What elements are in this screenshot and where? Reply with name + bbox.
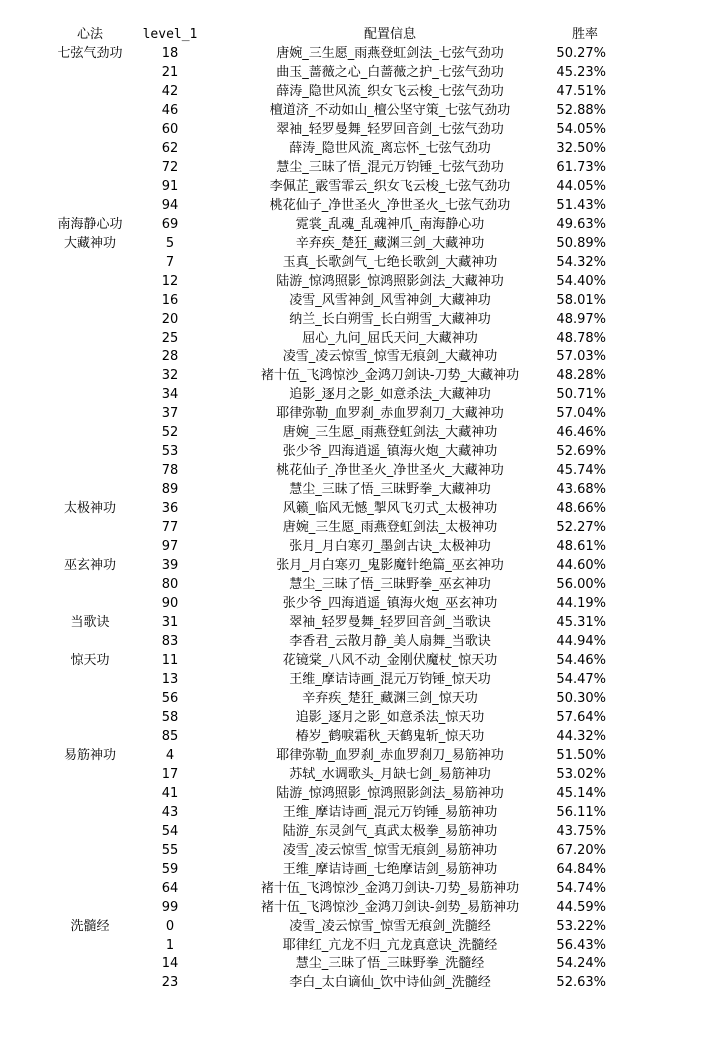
header-level: level_1: [142, 27, 198, 42]
win-rate-cell: 54.46%: [556, 652, 606, 668]
win-rate-cell: 50.89%: [556, 235, 606, 251]
table-row: [0, 197, 713, 216]
table-row: [0, 747, 713, 766]
level-cell: 21: [161, 64, 179, 80]
config-cell: 张少爷_四海逍遥_镇海火炮_巫玄神功: [282, 596, 498, 612]
table-row: [0, 140, 713, 159]
win-rate-cell: 54.40%: [556, 273, 606, 289]
win-rate-cell: 52.27%: [556, 520, 606, 536]
win-rate-cell: 44.94%: [556, 634, 606, 649]
table-row: [0, 690, 713, 709]
table-row: [0, 576, 713, 595]
config-cell: 慧尘_三昧了悟_三昧野拳_巫玄神功: [289, 577, 491, 593]
config-cell: 曲玉_蔷薇之心_白蔷薇之护_七弦气劲功: [276, 64, 504, 80]
level-cell: 89: [161, 482, 179, 498]
level-cell: 72: [161, 159, 179, 175]
win-rate-cell: 54.32%: [556, 254, 606, 270]
config-cell: 褚十伍_飞鸿惊沙_金鸿刀剑诀-刀势_易筋神功: [260, 880, 520, 896]
config-cell: 翠袖_轻罗曼舞_轻罗回音剑_当歌诀: [289, 615, 491, 631]
level-cell: 25: [161, 330, 179, 346]
level-cell: 94: [161, 197, 179, 213]
win-rate-cell: 56.00%: [556, 577, 606, 593]
config-cell: 追影_逐月之影_如意杀法_惊天功: [295, 709, 485, 725]
level-cell: 32: [161, 368, 179, 384]
win-rate-cell: 44.32%: [556, 728, 606, 744]
table-row: [0, 64, 713, 83]
win-rate-cell: 44.05%: [556, 178, 606, 194]
config-cell: 唐婉_三生愿_雨燕登虹剑法_大藏神功: [282, 425, 498, 441]
config-cell: 耶律弥勒_血罗刹_赤血罗刹刀_易筋神功: [276, 747, 504, 763]
win-rate-cell: 49.63%: [556, 216, 606, 232]
level-cell: 18: [161, 45, 179, 61]
level-cell: 1: [165, 937, 175, 953]
win-rate-cell: 48.78%: [556, 330, 606, 346]
level-cell: 20: [161, 311, 179, 327]
level-cell: 97: [161, 539, 179, 555]
header-rate: 胜率: [571, 27, 598, 42]
config-cell: 唐婉_三生愿_雨燕登虹剑法_七弦气劲功: [276, 45, 504, 61]
config-cell: 陆游_惊鸿照影_惊鸿照影剑法_易筋神功: [276, 785, 504, 801]
config-cell: 桃花仙子_净世圣火_净世圣火_七弦气劲功: [269, 197, 511, 213]
win-rate-cell: 48.97%: [556, 311, 606, 327]
table-row: [0, 880, 713, 899]
table-row: [0, 823, 713, 842]
table-row: [0, 899, 713, 918]
table-body: [0, 45, 713, 993]
level-cell: 99: [161, 899, 179, 915]
config-cell: 李白_太白谪仙_饮中诗仙剑_洗髓经: [289, 975, 491, 991]
config-cell: 耶律红_亢龙不归_亢龙真意诀_洗髓经: [282, 937, 498, 953]
config-cell: 纳兰_长白朔雪_长白朔雪_大藏神功: [289, 311, 491, 327]
level-cell: 58: [161, 709, 179, 725]
win-rate-cell: 57.04%: [556, 406, 606, 422]
level-cell: 12: [161, 273, 179, 289]
win-rate-cell: 56.11%: [556, 804, 606, 820]
config-cell: 陆游_东灵剑气_真武太极拳_易筋神功: [282, 823, 498, 839]
level-cell: 37: [161, 406, 179, 422]
level-cell: 56: [161, 690, 179, 706]
table-row: [0, 785, 713, 804]
table-row: [0, 728, 713, 747]
win-rate-cell: 44.60%: [556, 558, 606, 574]
level-cell: 55: [161, 842, 179, 858]
header-config: 配置信息: [363, 27, 416, 42]
config-cell: 李香君_云散月静_美人扇舞_当歌诀: [289, 634, 491, 649]
table-row: [0, 292, 713, 311]
table-row: [0, 386, 713, 405]
config-cell: 风籁_临风无憾_掣风飞刃式_太极神功: [282, 501, 498, 517]
table-row: [0, 159, 713, 178]
table-row: [0, 178, 713, 197]
win-rate-cell: 48.61%: [556, 539, 606, 555]
win-rate-cell: 43.75%: [556, 823, 606, 839]
config-cell: 慧尘_三昧了悟_三昧野拳_洗髓经: [295, 956, 485, 972]
table-row: [0, 121, 713, 140]
table-row: [0, 557, 713, 576]
table-row: [0, 216, 713, 235]
table-row: [0, 254, 713, 273]
config-cell: 张月_月白寒刃_鬼影魔针绝篇_巫玄神功: [276, 558, 504, 574]
table-row: [0, 311, 713, 330]
win-rate-cell: 50.27%: [556, 45, 606, 61]
level-cell: 17: [161, 766, 179, 782]
win-rate-cell: 53.02%: [556, 766, 606, 782]
win-rate-cell: 51.43%: [556, 197, 606, 213]
level-cell: 16: [161, 292, 179, 308]
table-row: [0, 235, 713, 254]
xinfa-cell: 南海静心功: [57, 216, 123, 232]
win-rate-cell: 50.71%: [556, 387, 606, 403]
config-cell: 王维_摩诘诗画_七绝摩诘剑_易筋神功: [282, 861, 498, 877]
level-cell: 36: [161, 501, 179, 517]
table-row: [0, 443, 713, 462]
table-row: [0, 861, 713, 880]
xinfa-cell: 七弦气劲功: [57, 45, 123, 61]
win-rate-cell: 58.01%: [556, 292, 606, 308]
table-row: [0, 804, 713, 823]
table-row: [0, 348, 713, 367]
table-row: [0, 424, 713, 443]
win-rate-cell: 45.14%: [556, 785, 606, 801]
level-cell: 69: [161, 216, 179, 232]
config-cell: 褚十伍_飞鸿惊沙_金鸿刀剑诀-剑势_易筋神功: [260, 899, 520, 915]
table-row: [0, 766, 713, 785]
level-cell: 91: [161, 178, 179, 194]
win-rate-cell: 51.50%: [556, 747, 606, 763]
xinfa-cell: 太极神功: [63, 501, 116, 517]
config-cell: 玉真_长歌剑气_七绝长歌剑_大藏神功: [282, 254, 498, 270]
win-rate-cell: 45.74%: [556, 463, 606, 479]
config-cell: 檀道济_不动如山_檀公坚守策_七弦气劲功: [269, 102, 511, 118]
config-cell: 花镜棠_八风不动_金刚伏魔杖_惊天功: [282, 652, 498, 668]
win-rate-cell: 44.59%: [556, 899, 606, 915]
config-cell: 唐婉_三生愿_雨燕登虹剑法_太极神功: [282, 520, 498, 536]
level-cell: 80: [161, 577, 179, 593]
table-row: [0, 330, 713, 349]
table-row: [0, 937, 713, 956]
xinfa-cell: 惊天功: [70, 652, 110, 668]
xinfa-cell: 巫玄神功: [63, 558, 116, 574]
win-rate-cell: 61.73%: [556, 159, 606, 175]
table-row: [0, 83, 713, 102]
win-rate-cell: 48.28%: [556, 368, 606, 384]
table-row: [0, 462, 713, 481]
win-rate-cell: 52.69%: [556, 444, 606, 460]
config-cell: 陆游_惊鸿照影_惊鸿照影剑法_大藏神功: [276, 273, 504, 289]
config-cell: 椿岁_鹤唳霜秋_天鹤鬼斩_惊天功: [295, 728, 485, 744]
config-cell: 屈心_九问_屈氏天问_大藏神功: [302, 330, 478, 346]
level-cell: 83: [161, 634, 179, 649]
table-row: [0, 519, 713, 538]
win-rate-table: [0, 26, 713, 993]
level-cell: 5: [165, 235, 175, 251]
config-cell: 追影_逐月之影_如意杀法_大藏神功: [289, 387, 491, 403]
config-cell: 桃花仙子_净世圣火_净世圣火_大藏神功: [276, 463, 504, 479]
table-row: [0, 633, 713, 652]
table-row: [0, 709, 713, 728]
table-row: [0, 273, 713, 292]
win-rate-cell: 43.68%: [556, 482, 606, 498]
level-cell: 53: [161, 444, 179, 460]
config-cell: 张月_月白寒刃_墨剑古诀_太极神功: [289, 539, 491, 555]
level-cell: 34: [161, 387, 179, 403]
config-cell: 凌雪_风雪神剑_风雪神剑_大藏神功: [289, 292, 491, 308]
level-cell: 42: [161, 83, 179, 99]
win-rate-cell: 52.63%: [556, 975, 606, 991]
config-cell: 凌雪_凌云惊雪_惊雪无痕剑_大藏神功: [282, 349, 498, 365]
level-cell: 39: [161, 558, 179, 574]
config-cell: 凌雪_凌云惊雪_惊雪无痕剑_易筋神功: [282, 842, 498, 858]
level-cell: 90: [161, 596, 179, 612]
xinfa-cell: 易筋神功: [63, 747, 116, 763]
win-rate-cell: 45.31%: [556, 615, 606, 631]
xinfa-cell: 大藏神功: [63, 235, 116, 251]
win-rate-cell: 50.30%: [556, 690, 606, 706]
win-rate-cell: 45.23%: [556, 64, 606, 80]
level-cell: 46: [161, 102, 179, 118]
header-xinfa: 心法: [76, 27, 103, 42]
xinfa-cell: 当歌诀: [70, 615, 110, 631]
config-cell: 王维_摩诘诗画_混元万钧锤_惊天功: [289, 671, 491, 687]
level-cell: 85: [161, 728, 179, 744]
table-row: [0, 405, 713, 424]
level-cell: 0: [165, 918, 175, 934]
level-cell: 11: [161, 652, 179, 668]
level-cell: 43: [161, 804, 179, 820]
win-rate-cell: 52.88%: [556, 102, 606, 118]
config-cell: 王维_摩诘诗画_混元万钧锤_易筋神功: [282, 804, 498, 820]
config-cell: 耶律弥勒_血罗刹_赤血罗刹刀_大藏神功: [276, 406, 504, 422]
config-cell: 凌雪_凌云惊雪_惊雪无痕剑_洗髓经: [289, 918, 491, 934]
table-row: [0, 367, 713, 386]
table-row: [0, 500, 713, 519]
win-rate-cell: 47.51%: [556, 83, 606, 99]
config-cell: 薛涛_隐世风流_离忘怀_七弦气劲功: [289, 140, 491, 156]
table-row: [0, 671, 713, 690]
config-cell: 翠袖_轻罗曼舞_轻罗回音剑_七弦气劲功: [276, 121, 504, 137]
win-rate-cell: 64.84%: [556, 861, 606, 877]
level-cell: 54: [161, 823, 179, 839]
level-cell: 4: [165, 747, 175, 763]
level-cell: 78: [161, 463, 179, 479]
win-rate-cell: 46.46%: [556, 425, 606, 441]
level-cell: 28: [161, 349, 179, 365]
level-cell: 13: [161, 671, 179, 687]
win-rate-cell: 57.03%: [556, 349, 606, 365]
level-cell: 7: [165, 254, 175, 270]
win-rate-cell: 54.47%: [556, 671, 606, 687]
level-cell: 60: [161, 121, 179, 137]
config-cell: 苏轼_水调歌头_月缺七剑_易筋神功: [289, 766, 491, 782]
level-cell: 14: [161, 956, 179, 972]
win-rate-cell: 32.50%: [556, 140, 606, 156]
level-cell: 52: [161, 425, 179, 441]
level-cell: 77: [161, 520, 179, 536]
table-row: [0, 538, 713, 557]
table-row: [0, 974, 713, 993]
config-cell: 霓裳_乱魂_乱魂神爪_南海静心功: [295, 216, 485, 232]
table-row: [0, 652, 713, 671]
level-cell: 41: [161, 785, 179, 801]
win-rate-cell: 54.05%: [556, 121, 606, 137]
table-row: [0, 45, 713, 64]
table-row: [0, 955, 713, 974]
win-rate-cell: 53.22%: [556, 918, 606, 934]
win-rate-cell: 67.20%: [556, 842, 606, 858]
config-cell: 褚十伍_飞鸿惊沙_金鸿刀剑诀-刀势_大藏神功: [260, 368, 520, 384]
win-rate-cell: 54.24%: [556, 956, 606, 972]
config-cell: 慧尘_三昧了悟_三昧野拳_大藏神功: [289, 482, 491, 498]
level-cell: 31: [161, 615, 179, 631]
win-rate-cell: 57.64%: [556, 709, 606, 725]
table-row: [0, 102, 713, 121]
config-cell: 辛弃疾_楚狂_藏渊三剑_大藏神功: [295, 235, 485, 251]
config-cell: 李佩芷_霰雪霏云_织女飞云梭_七弦气劲功: [269, 178, 511, 194]
config-cell: 薛涛_隐世风流_织女飞云梭_七弦气劲功: [276, 83, 504, 99]
level-cell: 23: [161, 975, 179, 991]
table-header-row: [0, 26, 713, 45]
table-row: [0, 595, 713, 614]
level-cell: 62: [161, 140, 179, 156]
table-row: [0, 918, 713, 937]
table-row: [0, 481, 713, 500]
table-row: [0, 842, 713, 861]
win-rate-cell: 48.66%: [556, 501, 606, 517]
config-cell: 张少爷_四海逍遥_镇海火炮_大藏神功: [282, 444, 498, 460]
config-cell: 慧尘_三昧了悟_混元万钧锤_七弦气劲功: [276, 159, 504, 175]
level-cell: 59: [161, 861, 179, 877]
config-cell: 辛弃疾_楚狂_藏渊三剑_惊天功: [302, 690, 478, 706]
table-row: [0, 614, 713, 633]
win-rate-cell: 56.43%: [556, 937, 606, 953]
xinfa-cell: 洗髓经: [70, 918, 110, 934]
level-cell: 64: [161, 880, 179, 896]
win-rate-cell: 54.74%: [556, 880, 606, 896]
win-rate-cell: 44.19%: [556, 596, 606, 612]
